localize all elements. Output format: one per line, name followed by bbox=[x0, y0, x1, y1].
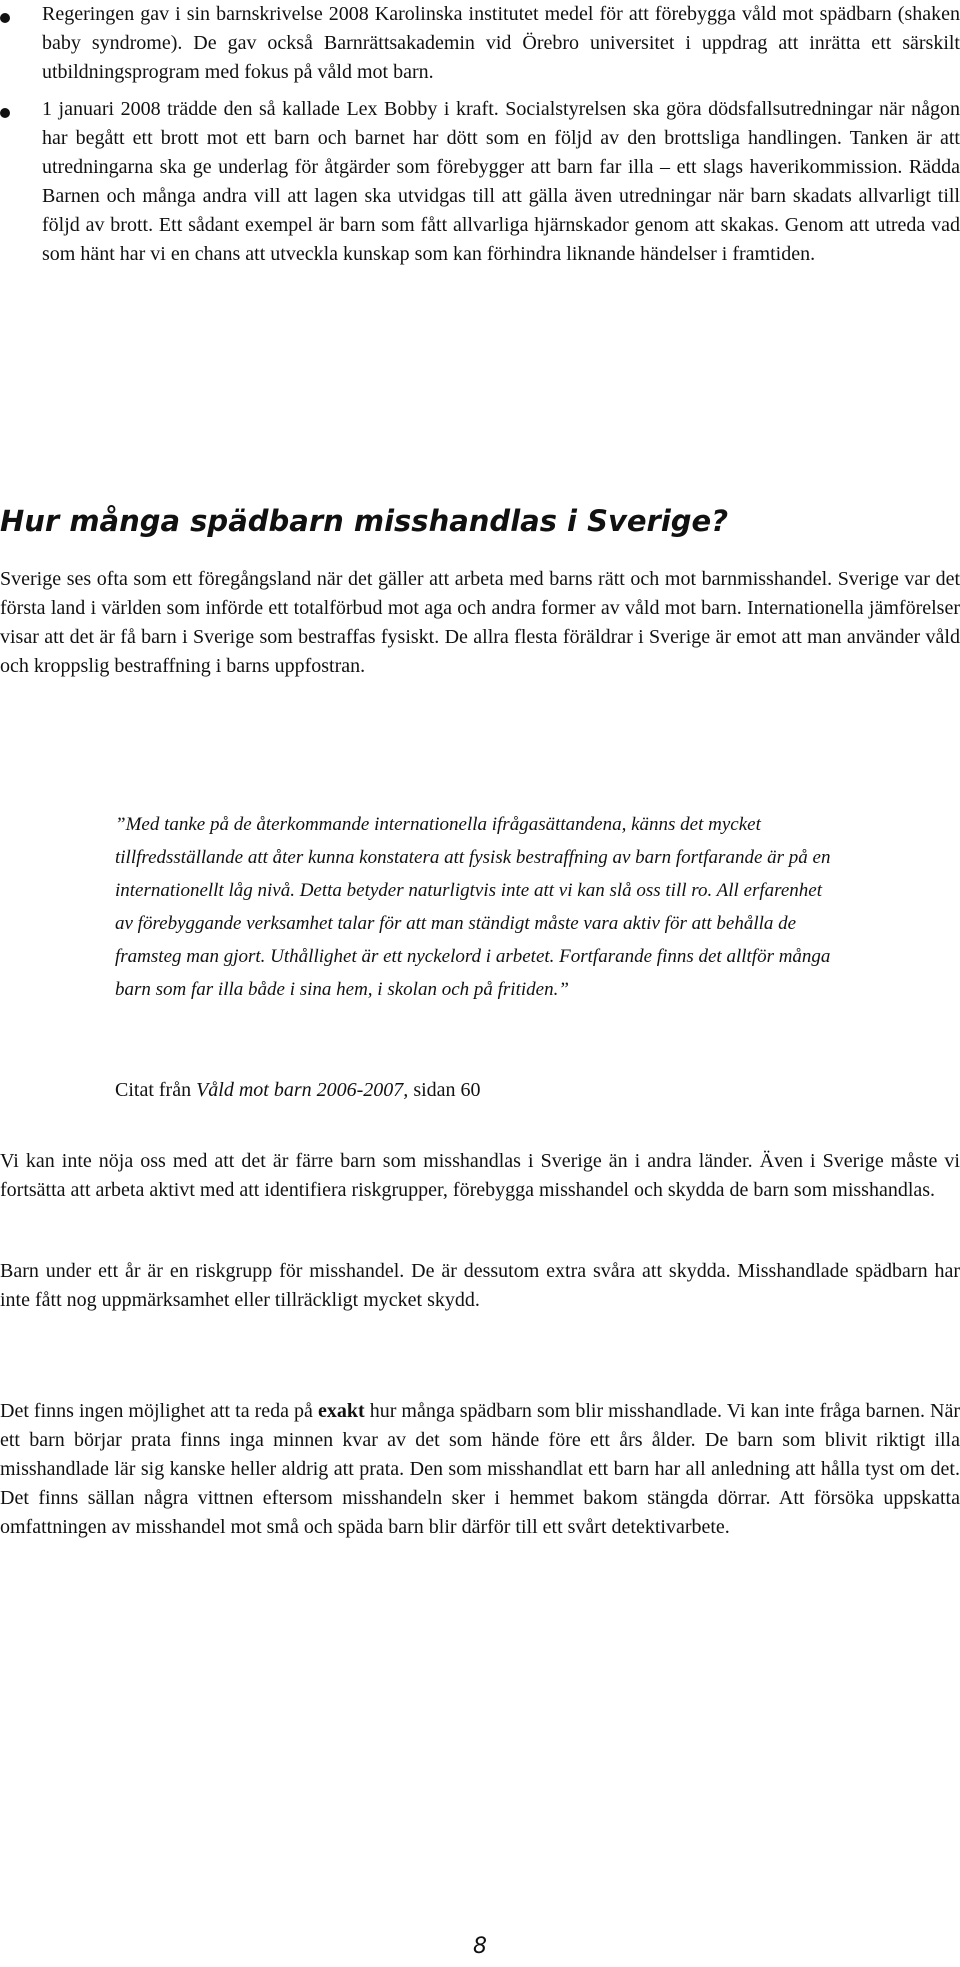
bullet-dot-icon bbox=[0, 108, 10, 118]
bullet-text: 1 januari 2008 trädde den så kallade Lex Bobby i kraft. Socialstyrelsen ska göra dödsfallsutredningar när någon har begått ett brott mot ett barn och barnet har dött som en följd av den brottsliga handlingen. Tanken är att utredningarna ska ge underlag för åtgärder som förebygger att barn far illa – ett slags haverikommission. Rädda Barnen och många andra vill att lagen ska utvidgas till att gälla även utredningar när barn skadats allvarligt till följd av brott. Ett sådant exempel är barn som fått allvarliga hjärnskador genom att skakas. Genom att utreda vad som hänt har vi en chans att utveckla kunskap som kan förhindra liknande händelser i framtiden. bbox=[42, 98, 960, 265]
bullet-item bbox=[0, 0, 960, 87]
citation-prefix: Citat från bbox=[115, 1079, 197, 1101]
paragraph-4-after: hur många spädbarn som blir misshandlade. Vi kan inte fråga barnen. När ett barn börjar prata finns inga minnen kvar av det som hände före ett års ålder. De barn som blivit riktigt illa misshandlade lär sig kanske heller aldrig att prata. Den som misshandlat ett barn har all anledning att hålla tyst om det. Det finns sällan några vittnen eftersom misshandeln sker i hemmet bakom stängda dörrar. Att försöka uppskatta omfattningen av misshandel mot små och späda barn blir därför till ett svårt detektivarbete. bbox=[0, 1400, 960, 1538]
paragraph-2: Vi kan inte nöja oss med att det är färre barn som misshandlas i Sverige än i andra länder. Även i Sverige måste vi fortsätta att arbeta aktivt med att identifiera riskgrupper, förebygga misshandel och skydda de barn som misshandlas. bbox=[0, 1150, 960, 1201]
block-quote: ”Med tanke på de återkommande internationella ifrågasättandena, känns det mycket tillfredsställande att åter kunna konstatera att fysisk bestraffning av barn fortfarande är på en internationellt låg nivå. Detta betyder naturligtvis inte att vi kan slå oss till ro. All erfarenhet av förebyggande verksamhet talar för att man ständigt måste vara aktiv för att behålla de framsteg man gjort. Uthållighet är ett nyckelord i arbetet. Fortfarande finns det alltför många barn som far illa både i sina hem, i skolan och på fritiden.” bbox=[115, 814, 831, 1000]
citation-title: Våld mot barn 2006-2007, bbox=[196, 1079, 409, 1101]
bullet-list bbox=[0, 0, 960, 277]
paragraph-3: Barn under ett år är en riskgrupp för misshandel. De är dessutom extra svåra att skydda. Misshandlade spädbarn har inte fått nog uppmärksamhet eller tillräckligt mycket skydd. bbox=[0, 1260, 960, 1311]
paragraph-4-before: Det finns ingen möjlighet att ta reda på bbox=[0, 1400, 318, 1422]
page-number: 8 bbox=[473, 1934, 487, 1959]
citation-suffix: sidan 60 bbox=[408, 1079, 481, 1101]
quote-citation bbox=[115, 1076, 843, 1105]
bullet-item bbox=[0, 95, 960, 269]
intro-paragraph: Sverige ses ofta som ett föregångsland när det gäller att arbeta med barns rätt och mot barnmisshandel. Sverige var det första land i världen som införde ett totalförbud mot aga och andra former av våld mot barn. Internationella jämförelser visar att det är få barn i Sverige som bestraffas fysiskt. De allra flesta föräldrar i Sverige är emot att man använder våld och kroppslig bestraffning i barns uppfostran. bbox=[0, 568, 960, 677]
section-heading: Hur många spädbarn misshandlas i Sverige? bbox=[0, 504, 729, 538]
paragraph-4 bbox=[0, 1397, 960, 1542]
bullet-text: Regeringen gav i sin barnskrivelse 2008 Karolinska institutet medel för att förebygga våld mot spädbarn (shaken baby syndrome). De gav också Barnrättsakademin vid Örebro universitet i uppdrag att inrätta ett särskilt utbildningsprogram med fokus på våld mot barn. bbox=[42, 3, 960, 83]
paragraph-4-emphasis: exakt bbox=[317, 1400, 365, 1422]
bullet-dot-icon bbox=[0, 13, 10, 23]
